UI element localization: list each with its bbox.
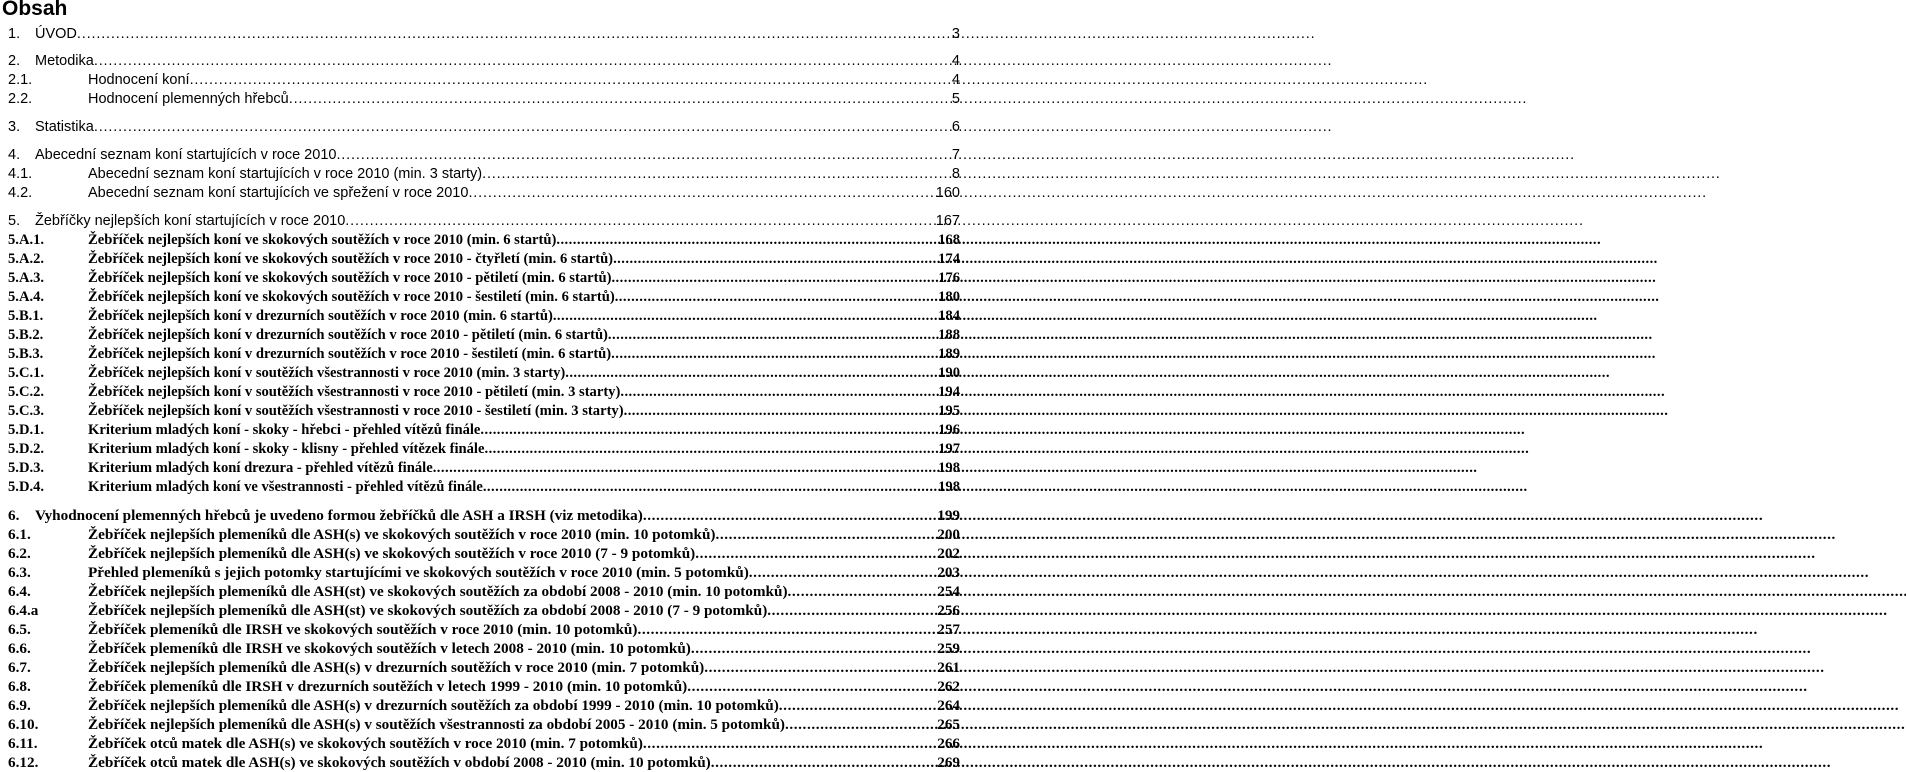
toc-entry-title: Kriterium mladých koní drezura - přehled vítězů finále: [88, 460, 433, 476]
toc-entry-number: 5.D.3.: [8, 460, 45, 476]
toc-entry-number: 5.C.3.: [8, 403, 45, 419]
toc-entry-page: 202: [937, 545, 960, 562]
toc-entry-number: 5.B.1.: [8, 308, 44, 324]
toc-entry-title: Žebříček nejlepších koní ve skokových soutěžích v roce 2010 - šestiletí (min. 6 startů): [88, 289, 615, 305]
toc-entry[interactable]: [8, 602, 960, 620]
toc-entry-title: Žebříček nejlepších koní ve skokových soutěžích v roce 2010 (min. 6 startů): [88, 232, 557, 248]
toc-entry[interactable]: [8, 346, 960, 364]
toc-entry-page: 180: [938, 289, 960, 305]
toc-entry[interactable]: [8, 91, 960, 109]
toc-dot-leader: [691, 640, 934, 658]
toc-entry-page: 257: [937, 621, 960, 638]
toc-entry-page: 269: [937, 754, 960, 771]
page-title: Obsah: [2, 0, 68, 20]
toc-entry-title: Žebříček nejlepších plemeníků dle ASH(s) v drezurních soutěžích za období 1999 - 2010 (min. 10 potomků): [88, 697, 779, 714]
toc-entry-page: 5: [951, 91, 960, 107]
toc-entry[interactable]: [8, 327, 960, 345]
toc-dot-leader: [611, 346, 935, 363]
toc-entry-page: 8: [951, 166, 960, 182]
toc-entry-number: 6.10.: [8, 716, 39, 733]
toc-entry-page: 195: [938, 403, 960, 419]
toc-entry-number: 4.: [8, 147, 21, 163]
toc-entry[interactable]: [8, 26, 960, 44]
toc-entry-number: 5.B.2.: [8, 327, 44, 343]
toc-entry-page: 265: [937, 716, 960, 733]
toc-entry-number: 6.12.: [8, 754, 39, 771]
toc-entry-title: Hodnocení koní: [88, 72, 190, 88]
toc-entry-number: 5.A.3.: [8, 270, 45, 286]
toc-entry-page: 6: [951, 119, 960, 135]
toc-entry-number: 6.2.: [8, 545, 31, 562]
toc-entry-page: 254: [937, 583, 960, 600]
toc-entry-title: Žebříček plemeníků dle IRSH ve skokových soutěžích v letech 2008 - 2010 (min. 10 potomků): [88, 640, 691, 657]
toc-entry[interactable]: [8, 460, 960, 478]
toc-entry-page: 196: [938, 422, 960, 438]
toc-entry[interactable]: [8, 251, 960, 269]
toc-dot-leader: [94, 53, 949, 69]
toc-entry-page: 200: [937, 526, 960, 543]
toc-dot-leader: [556, 232, 935, 249]
toc-entry-title: Žebříček nejlepších plemeníků dle ASH(s) v soutěžích všestrannosti za období 2005 - 2010 (min. 5 potomků): [88, 716, 785, 733]
toc-entry-page: 197: [938, 441, 960, 457]
toc-entry[interactable]: [8, 384, 960, 402]
toc-entry-title: Žebříček nejlepších koní v drezurních soutěžích v roce 2010 (min. 6 startů): [88, 308, 553, 324]
toc-entry-title: Žebříček nejlepších plemeníků dle ASH(s) v drezurních soutěžích v roce 2010 (min. 7 potomků): [88, 659, 705, 676]
toc-entry-title: Žebříček nejlepších koní v soutěžích všestrannosti v roce 2010 - šestiletí (min. 3 starty): [88, 403, 624, 419]
toc-entry-number: 6.4.: [8, 583, 31, 600]
toc-entry-page: 261: [937, 659, 960, 676]
toc-entry-title: Žebříčky nejlepších koní startujících v roce 2010: [35, 213, 346, 229]
toc-entry-page: 190: [938, 365, 960, 381]
toc-entry-title: Statistika: [35, 119, 94, 135]
toc-dot-leader: [695, 545, 934, 563]
toc-entry-title: Přehled plemeníků s jejich potomky startujícími ve skokových soutěžích v roce 2010 (min. 5 potomků): [88, 564, 749, 581]
toc-entry[interactable]: [8, 754, 960, 772]
toc-entry-number: 5.C.1.: [8, 365, 45, 381]
toc-dot-leader: [482, 166, 949, 182]
toc-entry-number: 6.1.: [8, 526, 31, 543]
toc-dot-leader: [615, 289, 935, 306]
toc-entry-page: 198: [938, 460, 960, 476]
toc-entry[interactable]: [8, 232, 960, 250]
toc-entry-number: 5.D.1.: [8, 422, 45, 438]
toc-entry[interactable]: [8, 403, 960, 421]
toc-entry-title: ÚVOD: [35, 26, 77, 42]
toc-dot-leader: [643, 507, 934, 525]
toc-dot-leader: [484, 441, 935, 458]
toc-entry-number: 5.: [8, 213, 21, 229]
toc-dot-leader: [553, 308, 935, 325]
toc-entry-title: Žebříček otců matek dle ASH(s) ve skokových soutěžích v roce 2010 (min. 7 potomků): [88, 735, 643, 752]
toc-dot-leader: [608, 327, 935, 344]
toc-entry-number: 4.2.: [8, 185, 33, 201]
toc-dot-leader: [788, 583, 935, 601]
toc-dot-leader: [190, 72, 949, 88]
toc-entry-number: 6.9.: [8, 697, 31, 714]
toc-dot-leader: [613, 251, 935, 268]
toc-dot-leader: [565, 365, 935, 382]
toc-dot-leader: [480, 422, 935, 439]
toc-entry-title: Abecední seznam koní startujících ve spřežení v roce 2010: [88, 185, 469, 201]
toc-entry-title: Žebříček plemeníků dle IRSH ve skokových soutěžích v roce 2010 (min. 10 potomků): [88, 621, 638, 638]
toc-entry-page: 160: [935, 185, 960, 201]
toc-entry-page: 7: [951, 147, 960, 163]
toc-entry-page: 174: [938, 251, 960, 267]
toc-dot-leader: [704, 659, 934, 677]
toc-dot-leader: [715, 526, 934, 544]
toc-entry[interactable]: [8, 308, 960, 326]
toc-entry[interactable]: [8, 735, 960, 753]
toc-entry[interactable]: [8, 53, 960, 71]
toc-entry[interactable]: [8, 640, 960, 658]
toc-entry-page: 194: [938, 384, 960, 400]
toc-entry-number: 5.D.2.: [8, 441, 45, 457]
toc-entry-number: 6.7.: [8, 659, 31, 676]
toc-entry-page: 168: [938, 232, 960, 248]
toc-dot-leader: [711, 754, 935, 772]
toc-entry-page: 4: [951, 53, 960, 69]
toc-entry-number: 6.11.: [8, 735, 38, 752]
toc-dot-leader: [643, 735, 934, 753]
toc-entry-page: 188: [938, 327, 960, 343]
toc-entry-title: Kriterium mladých koní ve všestrannosti - přehled vítězů finále: [88, 479, 483, 495]
toc-entry[interactable]: [8, 185, 960, 203]
toc-entry-title: Žebříček nejlepších koní ve skokových soutěžích v roce 2010 - čtyřletí (min. 6 startů): [88, 251, 614, 267]
toc-dot-leader: [468, 185, 932, 201]
toc-dot-leader: [785, 716, 934, 734]
toc-entry-number: 5.D.4.: [8, 479, 45, 495]
toc-entry-number: 5.A.1.: [8, 232, 45, 248]
toc-entry[interactable]: [8, 166, 960, 184]
toc-dot-leader: [483, 479, 935, 496]
toc-entry-page: 264: [937, 697, 960, 714]
toc-dot-leader: [94, 119, 949, 135]
toc-entry-title: Vyhodnocení plemenných hřebců je uvedeno formou žebříčků dle ASH a IRSH (viz metodika): [35, 507, 643, 524]
toc-entry[interactable]: [8, 479, 960, 497]
toc-dot-leader: [289, 91, 949, 107]
toc-entry[interactable]: [8, 213, 960, 231]
toc-entry-title: Žebříček nejlepších plemeníků dle ASH(s) ve skokových soutěžích v roce 2010 (7 - 9 potomků): [88, 545, 696, 562]
toc-entry-number: 6.5.: [8, 621, 31, 638]
toc-entry-page: 203: [937, 564, 960, 581]
toc-entry-title: Metodika: [35, 53, 94, 69]
toc-entry[interactable]: [8, 621, 960, 639]
toc-entry-page: 199: [937, 507, 960, 524]
toc-entry-number: 2.: [8, 53, 21, 69]
toc-entry-title: Žebříček nejlepších koní v drezurních soutěžích v roce 2010 - šestiletí (min. 6 startů): [88, 346, 612, 362]
toc-entry[interactable]: [8, 289, 960, 307]
toc-entry[interactable]: [8, 119, 960, 137]
toc-entry-number: 2.1.: [8, 72, 33, 88]
toc-entry-number: 5.B.3.: [8, 346, 44, 362]
toc-entry[interactable]: [8, 507, 960, 525]
toc-entry[interactable]: [8, 147, 960, 165]
toc-dot-leader: [433, 460, 935, 477]
toc-entry-title: Abecední seznam koní startujících v roce 2010 (min. 3 starty): [88, 166, 483, 182]
toc-entry-title: Žebříček otců matek dle ASH(s) ve skokových soutěžích v období 2008 - 2010 (min. 10 potomků): [88, 754, 711, 771]
toc-entry-title: Žebříček nejlepších plemeníků dle ASH(s) ve skokových soutěžích v roce 2010 (min. 10 potomků): [88, 526, 716, 543]
toc-dot-leader: [624, 403, 936, 420]
toc-entry-page: 189: [938, 346, 960, 362]
toc-entry-number: 1.: [8, 26, 21, 42]
toc-entry[interactable]: [8, 659, 960, 677]
toc-dot-leader: [77, 26, 949, 42]
toc-entry[interactable]: [8, 270, 960, 288]
toc-entry-number: 5.A.2.: [8, 251, 45, 267]
toc-entry-title: Žebříček nejlepších koní v soutěžích všestrannosti v roce 2010 - pětiletí (min. 3 starty): [88, 384, 621, 400]
toc-entry-number: 6.: [8, 507, 20, 524]
toc-entry-title: Žebříček nejlepších koní ve skokových soutěžích v roce 2010 - pětiletí (min. 6 startů): [88, 270, 612, 286]
toc-entry[interactable]: [8, 365, 960, 383]
toc-entry-page: 256: [937, 602, 960, 619]
toc-entry-number: 6.3.: [8, 564, 31, 581]
toc-entry-number: 5.C.2.: [8, 384, 45, 400]
toc-dot-leader: [336, 147, 948, 163]
toc-entry[interactable]: [8, 678, 960, 696]
toc-dot-leader: [687, 678, 934, 696]
toc-entry-page: 184: [938, 308, 960, 324]
toc-entry-title: Abecední seznam koní startujících v roce 2010: [35, 147, 337, 163]
toc-entry-page: 198: [938, 479, 960, 495]
toc-entry-number: 4.1.: [8, 166, 33, 182]
toc-entry-page: 3: [951, 26, 960, 42]
toc-entry-title: Žebříček plemeníků dle IRSH v drezurních soutěžích v letech 1999 - 2010 (min. 10 potomků): [88, 678, 688, 695]
toc-entry-title: Kriterium mladých koní - skoky - hřebci - přehled vítězů finále: [88, 422, 481, 438]
toc-dot-leader: [767, 602, 934, 620]
toc-dot-leader: [345, 213, 933, 229]
toc-entry-page: 167: [935, 213, 960, 229]
toc-entry[interactable]: [8, 545, 960, 563]
toc-entry[interactable]: [8, 526, 960, 544]
toc-entry-title: Žebříček nejlepších koní v drezurních soutěžích v roce 2010 - pětiletí (min. 6 startů): [88, 327, 608, 343]
toc-entry-number: 2.2.: [8, 91, 33, 107]
toc-entry-title: Hodnocení plemenných hřebců: [88, 91, 289, 107]
toc-entry-page: 176: [938, 270, 960, 286]
toc-entry-number: 6.6.: [8, 640, 31, 657]
toc-entry[interactable]: [8, 583, 960, 601]
toc-entry[interactable]: [8, 441, 960, 459]
toc-entry[interactable]: [8, 72, 960, 90]
toc-entry-number: 6.4.a: [8, 602, 39, 619]
toc-entry-title: Žebříček nejlepších plemeníků dle ASH(st) ve skokových soutěžích za období 2008 - 2010 (7 - 9 potomků): [88, 602, 768, 619]
toc-dot-leader: [620, 384, 935, 401]
toc-entry-title: Kriterium mladých koní - skoky - klisny - přehled vítězek finále: [88, 441, 485, 457]
toc-dot-leader: [749, 564, 934, 582]
toc-entry-number: 3.: [8, 119, 21, 135]
toc-dot-leader: [779, 697, 934, 715]
toc-entry-page: 4: [951, 72, 960, 88]
toc-entry-title: Žebříček nejlepších koní v soutěžích všestrannosti v roce 2010 (min. 3 starty): [88, 365, 566, 381]
toc-entry-number: 6.8.: [8, 678, 31, 695]
toc-entry[interactable]: [8, 716, 960, 734]
toc-dot-leader: [637, 621, 934, 639]
toc-entry[interactable]: [8, 422, 960, 440]
toc-entry[interactable]: [8, 564, 960, 582]
toc-dot-leader: [611, 270, 935, 287]
toc-entry[interactable]: [8, 697, 960, 715]
toc-entry-page: 259: [937, 640, 960, 657]
toc-entry-page: 266: [937, 735, 960, 752]
toc-entry-title: Žebříček nejlepších plemeníků dle ASH(st) ve skokových soutěžích za období 2008 - 2010 (min. 10 potomků): [88, 583, 788, 600]
toc-entry-number: 5.A.4.: [8, 289, 45, 305]
toc-entry-page: 262: [937, 678, 960, 695]
